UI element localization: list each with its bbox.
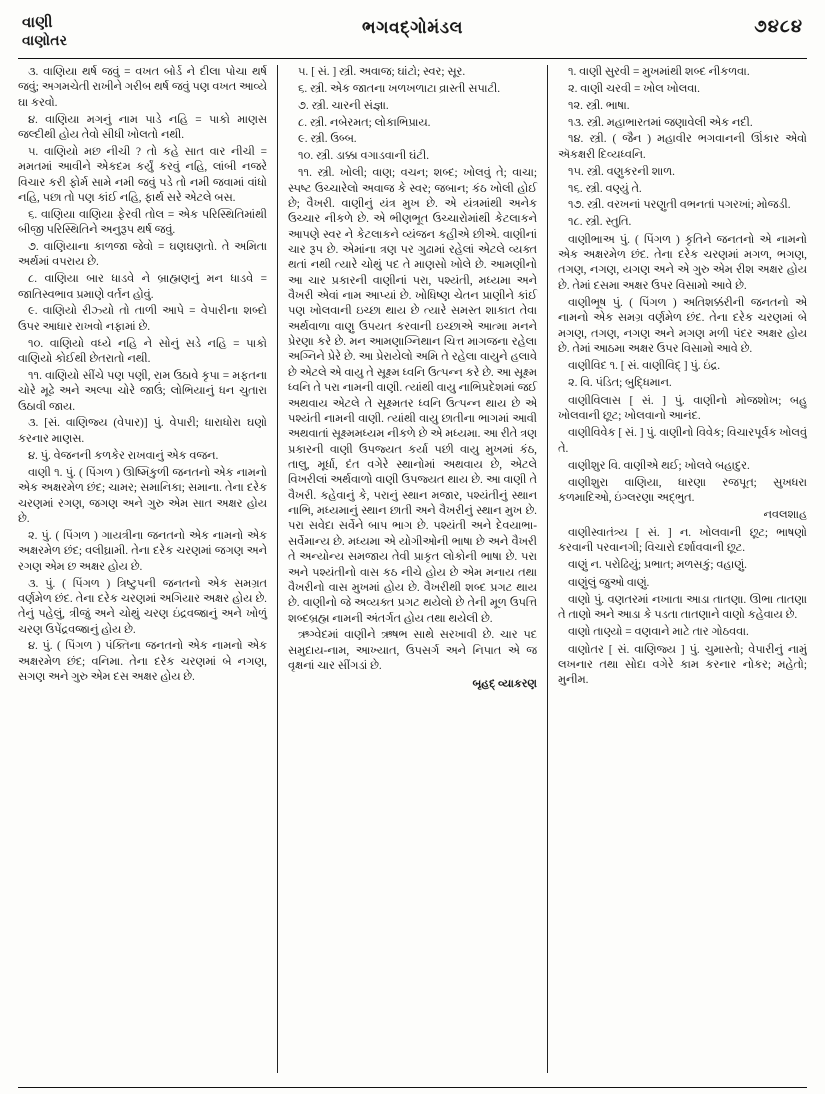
- dictionary-entry: વાણોતર [ સં. વાણિજ્ય ] પું. ચુમાસ્તો; વેપારીનું નામું લખનાર તથા સોદા વગેરે કામ કરનાર નોકર; મહેતો; મુનીમ.: [558, 643, 807, 687]
- entry-sense: ૭. સ્ત્રી. ચારની સંજ્ઞા.: [298, 99, 389, 112]
- dictionary-entry: વાણો પું. વણતરમાં નખાતા આડા તાતણા. ઊભા તાતણા તે તાણો અને આડા કે પડતા તાતણાને વાણો કહેવાય છે.: [558, 594, 807, 622]
- dictionary-entry: વાણી ૧. પું. ( પિંગળ ) ઊષ્મિકુળી જનતનો એક નામનો એક અક્ષરમેળ છંદ; ચામર; સમાનિકા; સમાના. તેના દરેક ચરણમાં રગણ, જગણ અને ગુરુ એમ સાત અક્ષર હોય છે.: [18, 466, 267, 526]
- entry-sense: ૩. પું. ( પિંગળ ) ત્રિષ્ટુપની જનતનો એક સમગ્રત વર્ણમેળ છંદ. તેના દરેક ચરણમાં અગિયાર અક્ષર હોય છે. તેનું પહેલું, ત્રીજું અને ચોથું ચરણ ઇંદ્રવજ્રાનું અને ખોળું ચરણ ઉપેંદ્રવજ્રાનું હોય છે.: [18, 577, 267, 636]
- header-word-top: વાણી: [22, 15, 53, 31]
- entry-sense: ૩. [સં. વાણિજ્ય (વેપાર)] પું. વેપારી; ધારાધોરા ઘણો કરનાર માણસ.: [18, 417, 267, 445]
- entry-sense: ૨. વિ. પંડિત; બુદ્ધિમાન.: [568, 377, 672, 390]
- text-column-2: [277, 65, 548, 1073]
- entry-sense: ૮. વાણિયા બાર ધાડવે ને બ્રાહ્મણનું મન ધાડવે = જાતિસ્વભાવ પ્રમાણે વર્તન હોવું.: [18, 273, 267, 301]
- dictionary-entry: વાણીવિલાસ [ સં. ] પું. વાણીનો મોજશોખ; બહુ ખોલવાની છૂટ; ખોલવાનો આનંદ.: [558, 394, 807, 423]
- entry-sense: ૩. વાણિયા થર્ષ જવું = વખત બોર્ડ ને દીલા પોચા થર્ષ જવું; અગમચેતી રાખીને ગરીબ થર્ષ જવું પણ વખત આવ્યે ઘા કરવો.: [18, 66, 267, 109]
- entry-sense: ૧૬. સ્ત્રી. વણ્યું તે.: [568, 182, 642, 195]
- dictionary-entry: વાણીશુર વિ. વાણીએ થઈ; ખોલવે બહાદુર.: [568, 460, 750, 473]
- entry-sense: ૬. સ્ત્રી. એક જાતના ખળખળાટા વ્રાસ્તી સપાટી.: [298, 82, 501, 95]
- entry-sense: ૭. વાણિયાના કાળજા જેવો = ઘણઘણતો. તે અમિતા અર્થમાં વપરાય છે.: [18, 240, 267, 269]
- entry-sense: ૧૪. સ્ત્રી. ( જૈન ) મહાવીર ભગવાનની ઊંકાર એવો ઍકક્ષરી દિવ્યધ્વનિ.: [558, 133, 807, 161]
- entry-sense: ૬. વાણિયા વાણિયા ફેરવી તોલ = એક પરિસ્થિતિમાંથી બીજી પરિસ્થિતિને અનુરૂપ થર્ષ જવું.: [18, 208, 267, 237]
- entry-sense: ૧૦. વાણિયો વધ્યે નહિ ને સોનું સડે નહિ = પાકો વાણિયો કોઈથી છેતરાતો નથી.: [18, 337, 267, 365]
- entry-sense: ૧૧. વાણિયો સીંચે પણ પણી, રામ ઉઠાવે કૃપા = મફતના ચોરે મૂઢે અને અલ્પા ચોરે જાઉં; લોભિયાનું ધન ચુતારા ઉઠાવી જાય.: [18, 369, 267, 413]
- entry-sense: ૧૮. સ્ત્રી. સ્તુતિ.: [568, 216, 632, 229]
- entry-sense: ૧૫. સ્ત્રી. વણુકરની શાળ.: [568, 165, 675, 178]
- entry-sense: ૨. વાણી ચરવી = ખોલ ખોલવા.: [568, 82, 700, 95]
- entry-sense: ૫. [ સં. ] સ્ત્રી. અવાજ; ઘાંટો; સ્વર; સૂર.: [298, 66, 466, 78]
- entry-sense: ૫. વાણિયો મછ નીચી ? તો કહે સાત વાર નીચી = મમતમાં આવીને એકદમ કર્યું કરવું નહિ, લાંબી નજરે વિચાર કરી ફોર્મ સામે નમી જવું પડે તો નમી જવામાં વાંધો નહિ, પછા તો પણ કાંઈ નહિ, ફાર્થ સરે એટલે બસ.: [18, 145, 267, 204]
- header-word-bottom: વાણોતર: [22, 33, 68, 49]
- entry-sense: ૧૦. સ્ત્રી. ડાક્કા વગાડવાની ઘંટી.: [298, 150, 430, 163]
- dictionary-entry: વાણીભૂષ પું. ( પિંગળ ) અતિશક્કંરીની જનતનો એ નામનો એક સમગ્ર વર્ણમેળ છંદ. તેના દરેક ચરણમાં બે મગણ, તગણ, નગણ અને મગણ મળી પંદર અક્ષર હોય છે. તેમાં આઠમા અક્ષર ઉપર વિસામો આવે છે.: [558, 297, 807, 356]
- entry-sense: ઋગ્વેદમાં વાણીને ઋષભ સાથે સરખાવી છે. ચાર પદ સમુદાય-નામ, આખ્યાત, ઉપસર્ગ અને નિપાત એ જ વૃક્ષનાં ચાર સીંગડાં છે.: [288, 629, 537, 673]
- book-title: ભગવદ્ગોમંડલ: [362, 18, 463, 37]
- entry-sense: ૮. સ્ત્રી. નબેરમત; લોકાભિપ્રાય.: [298, 116, 431, 129]
- dictionary-entry: વાણુંલું જુઓ વાણું.: [568, 576, 650, 589]
- entry-sense: ૯. વાણિયો રીઝ્યો તો તાળી આપે = વેપારીના શબ્દો ઉપર આધાર રાખવો નફામાં છે.: [18, 305, 267, 333]
- dictionary-entry: વાણીસ્વાતંત્ર્ય [ સં. ] ન. ખોલવાની છૂટ; ભાષણો કરવાની પરવાનગી; વિચારો દર્શાવવાની છૂટ.: [558, 526, 807, 554]
- text-column-3: [548, 65, 807, 1073]
- entry-sense: ૪. પું. વેજનની કળકેર રાખવાનું એક વજન.: [28, 449, 219, 462]
- page-header: [18, 14, 807, 59]
- entry-sense: ૧૧. સ્ત્રી. ખોલી; વાણ; વચન; શબ્દ; ખોલવું તે; વાચા; સ્પષ્ટ ઉચ્ચારેલો અવાજ કે સ્વર; જબાન; કંઠ ખોલી હોઈ છે; વૈખરી. વાણીનું યંત્ર મુખ છે. એ યંત્રમાંથી અનેક ઉચ્ચાર નીકળે છે. એ ભીણભૂત ઉચ્ચારોમાંથી કેટલાકને આપણે સ્વર ને કેટલાકને વ્યંજન કહીએ છીએ. વાણીનાં ચાર રૂપ છે. એમાંના ત્રણ પર ગુઢામાં રહેલાં એટલે વ્યક્ત થતાં નથી ત્યારે ચોથું પદ તે માણસો ખોલે છે. આમણીનો આ ચાર પ્રકારની વાણીનાં પરા, પશ્યંતી, મધ્યમા અને વૈખરી એવાં નામ આપ્યાં છે. ખોધિષ્ણ ચેતન પ્રાણીને કાંઈ પણ ખોલવાની ઇચ્છા થાય છે ત્યારે સમસ્ત શાકાત તેવા અર્થવાળા વાણુ ઉપયત કરવાની ઇચ્છાએ આત્મા મનને પ્રેરણા કરે છે. મન આમણાગ્નિથાન ચિત્ત માગજના રહેલા અગ્નિને પ્રેરે છે. આ પ્રેરાયેલો અમિ તે રહેલા વાયુને હલાવે છે એટલે એ વાયુ તે સૂક્ષ્મ ધ્વનિ ઉત્પન્ન કરે છે. આ સૂક્ષ્મ ધ્વનિ તે પરા નામની વાણી. ત્યાંથી વાયુ નાભિપ્રદેશમાં જઈ અથવાય એટલે તે સૂક્ષ્મતર ધ્વનિ ઉત્પન્ન થાય છે એ પશ્યંતી નામની વાણી. ત્યાંથી વાયુ છાતીના ભાગમાં આવી અથવાતાં સૂક્ષ્મમધ્યમ નીકળે છે એ મધ્યમા. આ રીતે ત્રણ પ્રકારની વાણી ઉપજ્યત કર્યા પછી વાયુ મુખમાં કંઠ, તાલુ, મૂર્ધા, દંત વગેરે સ્થાનોમાં અથવાય છે, એટલે વિખરીલાં અર્થવાળો વાણી ઉપજ્યત થાય છે. આ વાણી તે વૈખરી. કહેવાનું કે, પરાનું સ્થાન મજાર, પશ્યંતીનું સ્થાન નાભિ, મધ્યમાનું સ્થાન છાતી અને વૈખરીનું સ્થાન મુખ છે. પરા સવેદા સર્વેને બાપ ભાગ છે. પશ્યંતી અને દેવયાભા-સર્વેમાન્ય છે. મધ્યમા એ યોગીઓની ભાષા છે અને વૈખરી તે અન્યોન્ય સમજાય તેવી પ્રાકૃત લોકોની ભાષા છે. પરા અને પશ્યંતીનો વાસ કઠ નીચે હોય છે એમ મનાય તથા વૈખરીનો વાસ મુખમાં હોય છે. વૈખરીથી શબ્દ પ્રગટ થાય છે. વાણીનો જે અવ્યક્ત પ્રગટ થયેલો છે તેની મૂળ ઉપત્તિ શબ્દબ્રહ્મ નામની અંતર્ગત હોય તથા થયેલી છે.: [288, 167, 537, 625]
- page-columns: [18, 65, 807, 1073]
- citation-author: નવલશાહ: [763, 509, 807, 522]
- dictionary-entry: વાણીભાઅ પું. ( પિંગળ ) કૃતિને જનતનો એ નામનો એક અક્ષરમેળ છંદ. તેના દરેક ચરણમાં મગળ, ભગણ, તગણ, નગણ, યગણ અને એ ગુરુ એમ રીશ અક્ષર હોય છે. તેમાં દસમા અક્ષર ઉપર વિસામો આવે છે.: [558, 233, 807, 292]
- dictionary-entry: વાણીવિદ ૧. [ સં. વાણીવિદ્ ] પું. ઇંદ્ર.: [568, 360, 721, 373]
- entry-sense: ૧૭. સ્ત્રી. વરખનાં પરણુતી વભનતાં પગરખાં; મોજડી.: [568, 199, 791, 212]
- page-bottom-rule: [18, 1087, 807, 1088]
- entry-sense: વાણો તાણ્યો = વણવાને માટે તાર ગોઠવવા.: [568, 626, 749, 639]
- text-column-1: [18, 65, 277, 1073]
- entry-sense: ૧૩. સ્ત્રી. મહાભારતમાં જણાવેલી એક નદી.: [568, 116, 753, 129]
- entry-sense: ૪. વાણિયા મગનું નામ પાડે નહિ = પાકો માણસ જલ્દીથી હોય તેવો સીધી ખોલતો નથી.: [18, 113, 267, 141]
- entry-sense: ૯. સ્ત્રી. ઉબ્બ.: [298, 133, 357, 146]
- citation-source: બૃહદ્ વ્યાકરણ: [472, 677, 537, 690]
- page-number: ૭૪૮૪: [754, 16, 803, 36]
- entry-sense: ૨. પું. ( પિંગળ ) ગાયત્રીના જનતનો એક નામનો એક અક્ષરમેળ છંદ; વલીઘ્રામી. તેના દરેક ચરણમાં જગણ અને રગણ એમ છ અક્ષર હોય છે.: [18, 529, 267, 573]
- entry-sense: ૧૨. સ્ત્રી. ભાષા.: [568, 99, 630, 112]
- dictionary-entry: વાણું ન. પરોઢિયું; પ્રભાત; મળસકું; વહાણું.: [568, 559, 747, 572]
- dictionary-entry: વાણીવિવેક [ સં. ] પું. વાણીનો વિવેક; વિચારપૂર્વક ખોલવું તે.: [558, 427, 807, 455]
- entry-sense: વાણીશુરા વાણિયા, ધારણા રજપૂત; સુખધરા કળમાદિઓ, ઇંગ્લરણા અદ્ભુત.: [558, 476, 807, 505]
- entry-sense: ૧. વાણી સુરવી = મુખમાંથી શબ્દ નીકળવા.: [568, 66, 750, 78]
- entry-sense: ૪. પું. ( પિંગળ ) પંક્તિના જનતનો એક નામનો એક અક્ષરમેળ છંદ; વનિમા. તેના દરેક ચરણમાં બે નગણ, સગણ અને ગુરુ એમ દસ અક્ષર હોય છે.: [18, 640, 267, 684]
